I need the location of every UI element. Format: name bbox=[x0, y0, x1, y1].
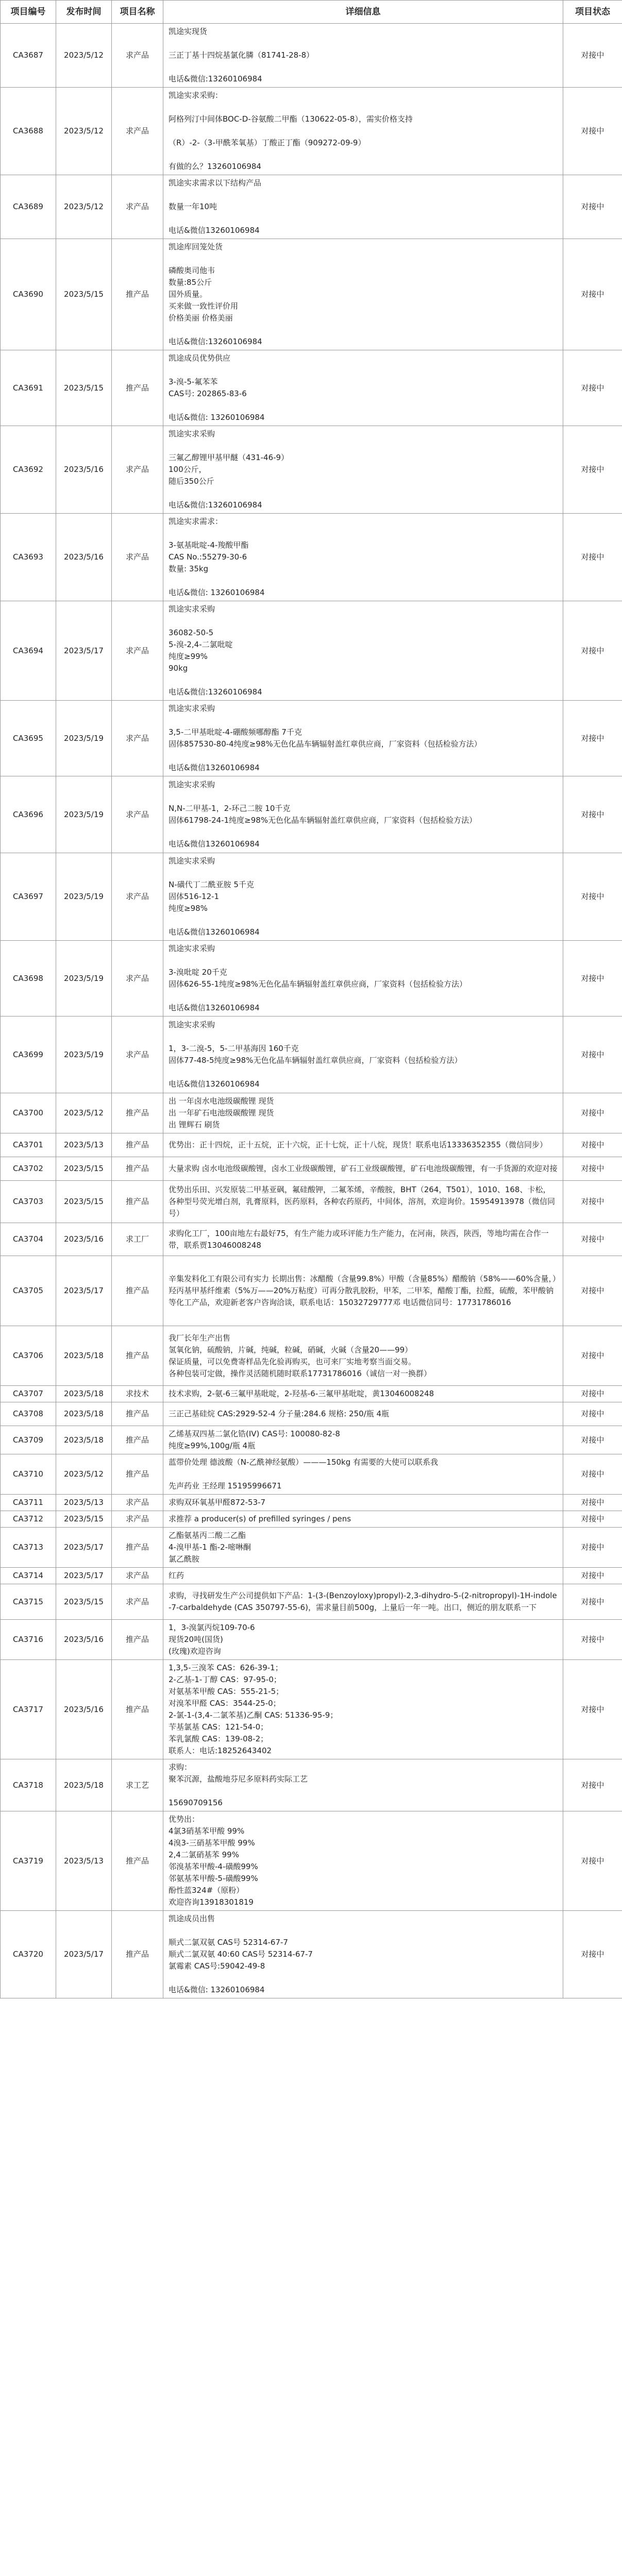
cell-publish-date: 2023/5/18 bbox=[56, 1402, 112, 1426]
cell-project-id: CA3699 bbox=[1, 1016, 56, 1093]
cell-publish-date: 2023/5/15 bbox=[56, 1584, 112, 1620]
cell-project-name: 求工厂 bbox=[112, 1223, 163, 1256]
cell-publish-date: 2023/5/12 bbox=[56, 1454, 112, 1495]
cell-project-id: CA3695 bbox=[1, 701, 56, 776]
cell-detail: 凯途成员优势供应 3-溴-5-氟苯苯 CAS号: 202865-83-6 电话&微信: 13260106984 bbox=[163, 350, 563, 426]
cell-project-id: CA3715 bbox=[1, 1584, 56, 1620]
table-row bbox=[1, 1256, 622, 1326]
cell-detail: 凯途实现货 三正丁基十四烷基氯化膦（81741-28-8） 电话&微信:13260106984 bbox=[163, 24, 563, 88]
table-row bbox=[1, 1528, 622, 1568]
table-row bbox=[1, 1386, 622, 1402]
cell-publish-date: 2023/5/13 bbox=[56, 1495, 112, 1511]
cell-project-id: CA3714 bbox=[1, 1568, 56, 1584]
table-row bbox=[1, 1181, 622, 1223]
cell-project-name: 求产品 bbox=[112, 941, 163, 1016]
cell-detail: 凯途实求采购 36082-50-5 5-溴-2,4-二氯吡啶 纯度≥99% 90kg 电话&微信:13260106984 bbox=[163, 601, 563, 701]
cell-detail: 乙烯基双四基二氯化锆(IV) CAS号: 100080-82-8 纯度≥99%,100g/瓶 4瓶 bbox=[163, 1426, 563, 1454]
cell-project-id: CA3713 bbox=[1, 1528, 56, 1568]
cell-project-id: CA3697 bbox=[1, 853, 56, 941]
cell-project-id: CA3700 bbox=[1, 1093, 56, 1133]
table-row bbox=[1, 1511, 622, 1528]
table-row bbox=[1, 1326, 622, 1386]
cell-publish-date: 2023/5/12 bbox=[56, 175, 112, 239]
cell-detail: 凯途库回笼处货 磷酸奥司他韦 数量:85公斤 国外质量。 买来做一致性评价用 价格美丽 价格美丽 电话&微信:13260106984 bbox=[163, 239, 563, 350]
cell-project-id: CA3698 bbox=[1, 941, 56, 1016]
cell-detail: 乙酯氨基丙二酸二乙酯 4-溴甲基-1 酯-2-嘧啉酮 氯乙酰胺 bbox=[163, 1528, 563, 1568]
cell-detail: 求购，寻找研发生产公司提供如下产品：1-(3-(Benzoyloxy)propyl)-2,3-dihydro-5-(2-nitropropyl)-1H-indole-7-carbaldehyde (CAS 350797-55-6)，需求量目前500g，上量后一年一吨。出口，侧近的朋友联系一下 bbox=[163, 1584, 563, 1620]
cell-detail: 求推荐 a producer(s) of prefilled syringes / pens bbox=[163, 1511, 563, 1528]
cell-publish-date: 2023/5/18 bbox=[56, 1326, 112, 1386]
cell-project-name: 求产品 bbox=[112, 701, 163, 776]
cell-status: 对接中 bbox=[563, 601, 622, 701]
cell-project-name: 求产品 bbox=[112, 1495, 163, 1511]
cell-status: 对接中 bbox=[563, 1568, 622, 1584]
cell-status: 对接中 bbox=[563, 1157, 622, 1181]
cell-project-name: 求技术 bbox=[112, 1386, 163, 1402]
cell-project-id: CA3718 bbox=[1, 1759, 56, 1811]
cell-project-id: CA3688 bbox=[1, 88, 56, 175]
cell-project-id: CA3709 bbox=[1, 1426, 56, 1454]
cell-detail: 求购： 聚苯沉源，盐酸地芬尼多原料药实际工艺 15690709156 bbox=[163, 1759, 563, 1811]
table-row bbox=[1, 1454, 622, 1495]
table-row bbox=[1, 1495, 622, 1511]
cell-project-name: 推产品 bbox=[112, 1093, 163, 1133]
cell-publish-date: 2023/5/19 bbox=[56, 941, 112, 1016]
cell-project-name: 求工艺 bbox=[112, 1759, 163, 1811]
table-row bbox=[1, 1133, 622, 1157]
cell-project-id: CA3720 bbox=[1, 1911, 56, 1998]
cell-detail: 凯途实求需求： 3-氨基吡啶-4-羧酸甲酯 CAS No.:55279-30-6 数量: 35kg 电话&微信: 13260106984 bbox=[163, 514, 563, 601]
cell-project-id: CA3694 bbox=[1, 601, 56, 701]
cell-publish-date: 2023/5/18 bbox=[56, 1759, 112, 1811]
table-row bbox=[1, 175, 622, 239]
cell-status: 对接中 bbox=[563, 1133, 622, 1157]
cell-publish-date: 2023/5/15 bbox=[56, 1181, 112, 1223]
cell-status: 对接中 bbox=[563, 1511, 622, 1528]
cell-status: 对接中 bbox=[563, 1495, 622, 1511]
cell-project-id: CA3710 bbox=[1, 1454, 56, 1495]
cell-publish-date: 2023/5/15 bbox=[56, 1511, 112, 1528]
cell-status: 对接中 bbox=[563, 701, 622, 776]
cell-detail: 凯途实求采购 3-溴吡啶 20千克 固体626-55-1纯度≥98%无色化晶车辆辐射盖红章供应商，厂家资料（包括检验方法） 电话&微信13260106984 bbox=[163, 941, 563, 1016]
table-row bbox=[1, 1620, 622, 1660]
cell-project-name: 推产品 bbox=[112, 1811, 163, 1911]
cell-detail: 红药 bbox=[163, 1568, 563, 1584]
cell-detail: 1,3,5-三溴苯 CAS：626-39-1； 2-乙基-1-丁醇 CAS：97-95-0； 对氨基苯甲酸 CAS：555-21-5； 对溴苯甲醛 CAS：3544-25-0； 2-氯-1-(3,4-二氯苯基)乙酮 CAS: 51336-95-9； 苄基氯基 CAS：121-54-0； 苯乳氯酸 CAS：139-08-2； 联系人：电话:18252643402 bbox=[163, 1660, 563, 1759]
cell-publish-date: 2023/5/13 bbox=[56, 1811, 112, 1911]
header-detail: 详细信息 bbox=[163, 1, 563, 24]
cell-status: 对接中 bbox=[563, 426, 622, 514]
cell-detail: 凯途实求需求以下结构产品 数量一年10吨 电话&微信13260106984 bbox=[163, 175, 563, 239]
table-row bbox=[1, 701, 622, 776]
cell-project-id: CA3696 bbox=[1, 776, 56, 853]
cell-project-id: CA3719 bbox=[1, 1811, 56, 1911]
cell-publish-date: 2023/5/12 bbox=[56, 1093, 112, 1133]
table-row bbox=[1, 426, 622, 514]
cell-detail: 凯途实求采购 N-磺代丁二酰亚胺 5千克 固体516-12-1 纯度≥98% 电话&微信13260106984 bbox=[163, 853, 563, 941]
cell-detail: 技术求购，2-氨-6三氟甲基吡啶，2-羟基-6-三氟甲基吡啶，黄13046008248 bbox=[163, 1386, 563, 1402]
cell-project-id: CA3712 bbox=[1, 1511, 56, 1528]
cell-project-name: 推产品 bbox=[112, 1133, 163, 1157]
table-row bbox=[1, 1223, 622, 1256]
cell-publish-date: 2023/5/15 bbox=[56, 239, 112, 350]
cell-status: 对接中 bbox=[563, 1620, 622, 1660]
cell-project-id: CA3716 bbox=[1, 1620, 56, 1660]
header-id: 项目编号 bbox=[1, 1, 56, 24]
cell-status: 对接中 bbox=[563, 1256, 622, 1326]
cell-publish-date: 2023/5/19 bbox=[56, 776, 112, 853]
cell-project-name: 求产品 bbox=[112, 1511, 163, 1528]
cell-project-name: 推产品 bbox=[112, 350, 163, 426]
cell-status: 对接中 bbox=[563, 1660, 622, 1759]
cell-project-name: 推产品 bbox=[112, 1157, 163, 1181]
cell-detail: 出 一年卤水电池级碳酸锂 现货 出 一年矿石电池级碳酸锂 现货 出 锂辉石 刷货 bbox=[163, 1093, 563, 1133]
cell-project-id: CA3706 bbox=[1, 1326, 56, 1386]
table-row bbox=[1, 601, 622, 701]
cell-project-id: CA3687 bbox=[1, 24, 56, 88]
cell-status: 对接中 bbox=[563, 1584, 622, 1620]
cell-project-name: 求产品 bbox=[112, 24, 163, 88]
cell-project-name: 求产品 bbox=[112, 88, 163, 175]
cell-publish-date: 2023/5/16 bbox=[56, 1620, 112, 1660]
cell-publish-date: 2023/5/12 bbox=[56, 88, 112, 175]
cell-project-name: 推产品 bbox=[112, 1660, 163, 1759]
cell-status: 对接中 bbox=[563, 1911, 622, 1998]
cell-detail: 凯途实求采购 3,5-二甲基吡啶-4-硼酸频哪醇酯 7千克 固体857530-80-4纯度≥98%无色化晶车辆辐射盖红章供应商，厂家资料（包括检验方法） 电话&微信13260106984 bbox=[163, 701, 563, 776]
header-row bbox=[1, 1, 622, 24]
cell-status: 对接中 bbox=[563, 1402, 622, 1426]
cell-status: 对接中 bbox=[563, 1386, 622, 1402]
table-row bbox=[1, 1016, 622, 1093]
cell-detail: 凯途成员出售 顺式二氯双氨 CAS号 52314-67-7 顺式二氯双氨 40:60 CAS号 52314-67-7 氯霉素 CAS号:59042-49-8 电话&微信: 13260106984 bbox=[163, 1911, 563, 1998]
cell-status: 对接中 bbox=[563, 1454, 622, 1495]
cell-project-name: 推产品 bbox=[112, 1454, 163, 1495]
cell-detail: 大量求购 卤水电池级碳酸锂，卤水工业级碳酸锂，矿石工业级碳酸锂，矿石电池级碳酸锂，有一手货源的欢迎对接 bbox=[163, 1157, 563, 1181]
cell-project-id: CA3689 bbox=[1, 175, 56, 239]
cell-project-id: CA3703 bbox=[1, 1181, 56, 1223]
table-row bbox=[1, 776, 622, 853]
cell-status: 对接中 bbox=[563, 1759, 622, 1811]
header-date: 发布时间 bbox=[56, 1, 112, 24]
cell-status: 对接中 bbox=[563, 514, 622, 601]
header-name: 项目名称 bbox=[112, 1, 163, 24]
cell-detail: 凯途实求采购 N,N-二甲基-1，2-环己二胺 10千克 固体61798-24-1纯度≥98%无色化晶车辆辐射盖红章供应商，厂家资料（包括检验方法） 电话&微信13260106984 bbox=[163, 776, 563, 853]
cell-project-id: CA3704 bbox=[1, 1223, 56, 1256]
cell-publish-date: 2023/5/17 bbox=[56, 1256, 112, 1326]
cell-detail: 优势出乐田、兴发原装二甲基亚砜，氟硅酸钾，二氟苯烯，辛酸胺，BHT（264，T501），1010、168、卡松，各种型号荧光增白剂，乳膏原料，医药原料，各种农药原药，中间体，溶剂，欢迎询价。15954913978（微信同号） bbox=[163, 1181, 563, 1223]
cell-status: 对接中 bbox=[563, 88, 622, 175]
cell-status: 对接中 bbox=[563, 1528, 622, 1568]
cell-status: 对接中 bbox=[563, 776, 622, 853]
cell-detail: 蓝带价处理 德波酸（N-乙酰神经氨酸）———150kg 有需要的大使可以联系我 先声药业 王经理 15195996671 bbox=[163, 1454, 563, 1495]
cell-project-name: 求产品 bbox=[112, 1016, 163, 1093]
cell-status: 对接中 bbox=[563, 24, 622, 88]
cell-detail: 三正己基硅烷 CAS:2929-52-4 分子量:284.6 规格: 250/瓶 4瓶 bbox=[163, 1402, 563, 1426]
cell-status: 对接中 bbox=[563, 1426, 622, 1454]
table-row bbox=[1, 1157, 622, 1181]
cell-project-name: 推产品 bbox=[112, 1402, 163, 1426]
cell-project-id: CA3692 bbox=[1, 426, 56, 514]
table-row bbox=[1, 514, 622, 601]
table-row bbox=[1, 853, 622, 941]
cell-publish-date: 2023/5/17 bbox=[56, 601, 112, 701]
table-row bbox=[1, 941, 622, 1016]
cell-project-name: 推产品 bbox=[112, 1181, 163, 1223]
cell-status: 对接中 bbox=[563, 941, 622, 1016]
cell-status: 对接中 bbox=[563, 1326, 622, 1386]
cell-detail: 我厂长年生产出售 氢氧化钠，硫酸钠，片碱，纯碱，粒碱，硝碱，火碱（含量20——99） 保证质量，可以免费寄样品先化验再购买，也可来厂实地考察当面交易。 各种包装可定做，操作灵活随机随时联系17731786016（诚信一对一换群） bbox=[163, 1326, 563, 1386]
cell-project-id: CA3708 bbox=[1, 1402, 56, 1426]
table-row bbox=[1, 1093, 622, 1133]
cell-publish-date: 2023/5/19 bbox=[56, 1016, 112, 1093]
cell-project-name: 推产品 bbox=[112, 1911, 163, 1998]
table-row bbox=[1, 1426, 622, 1454]
cell-detail: 1，3-溴氯丙烷109-70-6 现货20吨(国货) (玫瑰)欢迎咨询 bbox=[163, 1620, 563, 1660]
cell-publish-date: 2023/5/17 bbox=[56, 1911, 112, 1998]
cell-status: 对接中 bbox=[563, 853, 622, 941]
cell-publish-date: 2023/5/19 bbox=[56, 701, 112, 776]
cell-publish-date: 2023/5/16 bbox=[56, 426, 112, 514]
cell-detail: 求购化工厂，100亩地左右最好75，有生产能力或环评能力生产能力，在河南，陕西，陕西，等地均需在合作一带，联系贾13046008248 bbox=[163, 1223, 563, 1256]
table-row bbox=[1, 239, 622, 350]
cell-detail: 凯途实求采购 三氟乙醇锂甲基甲醚（431-46-9） 100公斤， 随后350公斤 电话&微信:13260106984 bbox=[163, 426, 563, 514]
cell-project-name: 求产品 bbox=[112, 1584, 163, 1620]
cell-publish-date: 2023/5/18 bbox=[56, 1386, 112, 1402]
table-row bbox=[1, 1759, 622, 1811]
cell-detail: 凯途实求采购 1，3-二溴-5，5-二甲基海因 160千克 固体77-48-5纯度≥98%无色化晶车辆辐射盖红章供应商，厂家资料（包括检验方法） 电话&微信13260106984 bbox=[163, 1016, 563, 1093]
cell-publish-date: 2023/5/17 bbox=[56, 1528, 112, 1568]
cell-status: 对接中 bbox=[563, 1016, 622, 1093]
cell-project-name: 求产品 bbox=[112, 601, 163, 701]
table-row bbox=[1, 88, 622, 175]
cell-publish-date: 2023/5/16 bbox=[56, 514, 112, 601]
cell-project-name: 推产品 bbox=[112, 1528, 163, 1568]
cell-detail: 辛集发料化工有限公司有实力 长期出售：冰醋酸（含量99.8%）甲酸（含量85%）醋酸钠（58%——60%含量，）羟丙基甲基纤维素（5%万——20%万粘度）可再分散乳胶粉，甲苯，二甲苯，醋酸丁酯，拉醛，硫酸，苯甲酸钠等化工产品，欢迎新老客户咨询洽谈，联系电话：15032729777邓 电话微信同号：17731786016 bbox=[163, 1256, 563, 1326]
cell-detail: 优势出： 4氯3硝基苯甲酸 99% 4溴3-三硝基苯甲酸 99% 2,4二氯硝基苯 99% 邻溴基苯甲酸-4-磺酸99% 邻氨基苯甲酸-5-磺酸99% 酚性蓝324#（原粉） 欢迎咨询13918301819 bbox=[163, 1811, 563, 1911]
cell-detail: 优势出：正十四烷，正十五烷，正十六烷，正十七烷，正十八烷，现货！联系电话13336352355（微信同步） bbox=[163, 1133, 563, 1157]
cell-status: 对接中 bbox=[563, 175, 622, 239]
cell-project-id: CA3690 bbox=[1, 239, 56, 350]
cell-status: 对接中 bbox=[563, 239, 622, 350]
table-row bbox=[1, 24, 622, 88]
cell-project-id: CA3702 bbox=[1, 1157, 56, 1181]
cell-project-name: 推产品 bbox=[112, 1620, 163, 1660]
cell-project-id: CA3711 bbox=[1, 1495, 56, 1511]
cell-publish-date: 2023/5/16 bbox=[56, 1223, 112, 1256]
cell-project-name: 求产品 bbox=[112, 776, 163, 853]
cell-project-name: 推产品 bbox=[112, 1326, 163, 1386]
cell-publish-date: 2023/5/15 bbox=[56, 1157, 112, 1181]
table-row bbox=[1, 1568, 622, 1584]
cell-project-name: 求产品 bbox=[112, 175, 163, 239]
header-status: 项目状态 bbox=[563, 1, 622, 24]
table-row bbox=[1, 1660, 622, 1759]
cell-publish-date: 2023/5/15 bbox=[56, 350, 112, 426]
cell-detail: 求购双环氧基甲醛872-53-7 bbox=[163, 1495, 563, 1511]
cell-project-id: CA3707 bbox=[1, 1386, 56, 1402]
cell-publish-date: 2023/5/12 bbox=[56, 24, 112, 88]
cell-project-name: 求产品 bbox=[112, 514, 163, 601]
table-row bbox=[1, 1811, 622, 1911]
cell-status: 对接中 bbox=[563, 350, 622, 426]
cell-project-name: 推产品 bbox=[112, 1426, 163, 1454]
cell-project-name: 求产品 bbox=[112, 1568, 163, 1584]
cell-publish-date: 2023/5/13 bbox=[56, 1133, 112, 1157]
cell-project-id: CA3693 bbox=[1, 514, 56, 601]
cell-publish-date: 2023/5/18 bbox=[56, 1426, 112, 1454]
cell-project-name: 推产品 bbox=[112, 239, 163, 350]
cell-project-id: CA3705 bbox=[1, 1256, 56, 1326]
cell-publish-date: 2023/5/17 bbox=[56, 1568, 112, 1584]
cell-project-name: 推产品 bbox=[112, 1256, 163, 1326]
cell-status: 对接中 bbox=[563, 1811, 622, 1911]
cell-status: 对接中 bbox=[563, 1223, 622, 1256]
cell-status: 对接中 bbox=[563, 1181, 622, 1223]
cell-project-name: 求产品 bbox=[112, 426, 163, 514]
cell-project-id: CA3701 bbox=[1, 1133, 56, 1157]
table-row bbox=[1, 1911, 622, 1998]
cell-project-name: 求产品 bbox=[112, 853, 163, 941]
cell-detail: 凯途实求采购： 阿格列汀中间体BOC-D-谷氨酸二甲酯（130622-05-8），需实价格支持 （R）-2-（3-甲酰苯氧基）丁酸正丁酯（909272-09-9） 有做的么？13260106984 bbox=[163, 88, 563, 175]
cell-status: 对接中 bbox=[563, 1093, 622, 1133]
cell-publish-date: 2023/5/19 bbox=[56, 853, 112, 941]
cell-publish-date: 2023/5/16 bbox=[56, 1660, 112, 1759]
table-row bbox=[1, 1584, 622, 1620]
table-row bbox=[1, 350, 622, 426]
cell-project-id: CA3717 bbox=[1, 1660, 56, 1759]
table-row bbox=[1, 1402, 622, 1426]
cell-project-id: CA3691 bbox=[1, 350, 56, 426]
